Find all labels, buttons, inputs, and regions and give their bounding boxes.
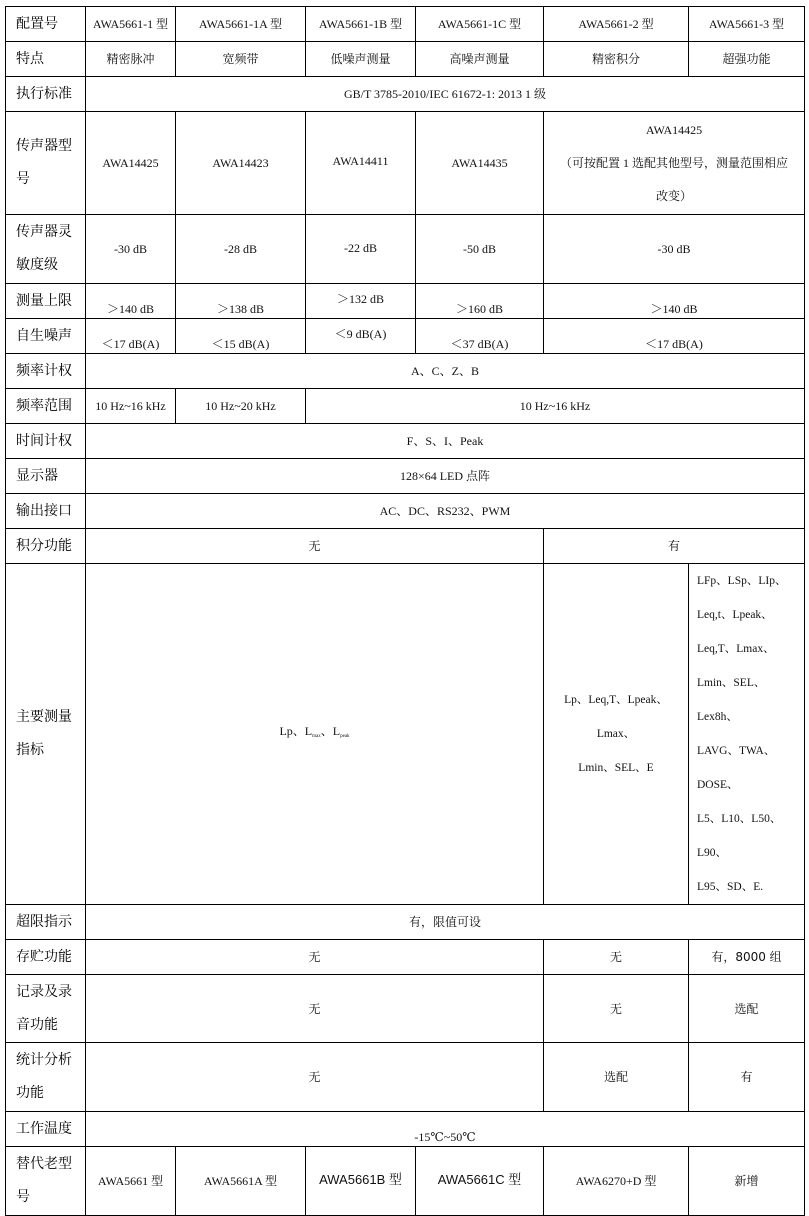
overlimit-value: 有，限值可设 [86, 905, 805, 940]
mic-model-1: AWA14425 [86, 112, 176, 215]
time-weighting-label: 时间计权 [6, 424, 86, 459]
recording-full: 选配 [689, 975, 805, 1043]
freq-weighting-value: A、C、Z、B [86, 354, 805, 389]
replacement-1a: AWA5661A 型 [176, 1147, 306, 1216]
freq-range-label: 频率范围 [6, 389, 86, 424]
model-1: AWA5661-1 型 [86, 7, 176, 42]
row-freq-weighting [6, 354, 805, 389]
config-label: 配置号 [6, 7, 86, 42]
sensitivity-1c: -50 dB [416, 215, 544, 284]
model-1a: AWA5661-1A 型 [176, 7, 306, 42]
replacement-3: 新增 [689, 1147, 805, 1216]
upper-limit-1b: ＞132 dB [306, 284, 416, 319]
self-noise-other: ＜17 dB(A) [544, 319, 805, 354]
row-self-noise [6, 319, 805, 354]
metrics-label: 主要测量 指标 [6, 564, 86, 905]
row-sensitivity [6, 215, 805, 284]
row-recording [6, 975, 805, 1043]
display-value: 128×64 LED 点阵 [86, 459, 805, 494]
mic-model-1c: AWA14435 [416, 112, 544, 215]
row-freq-range [6, 389, 805, 424]
feature-1a: 宽频带 [176, 42, 306, 77]
recording-mid: 无 [544, 975, 689, 1043]
replacement-1c: AWA5661C 型 [416, 1147, 544, 1216]
sensitivity-1b: -22 dB [306, 215, 416, 284]
integration-basic: 无 [86, 529, 544, 564]
model-1c: AWA5661-1C 型 [416, 7, 544, 42]
metrics-mid: Lp、Leq,T、Lpeak、Lmax、 Lmin、SEL、E [544, 564, 689, 905]
model-2: AWA5661-2 型 [544, 7, 689, 42]
storage-label: 存贮功能 [6, 940, 86, 975]
replacement-2: AWA6270+D 型 [544, 1147, 689, 1216]
mic-model-1b: AWA14411 [306, 112, 416, 215]
freq-weighting-label: 频率计权 [6, 354, 86, 389]
sensitivity-1a: -28 dB [176, 215, 306, 284]
self-noise-1a: ＜15 dB(A) [176, 319, 306, 354]
sensitivity-1: -30 dB [86, 215, 176, 284]
storage-basic: 无 [86, 940, 544, 975]
statistics-mid: 选配 [544, 1043, 689, 1112]
upper-limit-1: ＞140 dB [86, 284, 176, 319]
row-time-weighting [6, 424, 805, 459]
replacement-1: AWA5661 型 [86, 1147, 176, 1216]
mic-model-label: 传声器型 号 [6, 112, 86, 215]
self-noise-1b: ＜9 dB(A) [306, 319, 416, 354]
storage-full: 有，8000 组 [689, 940, 805, 975]
temperature-value: -15℃~50℃ [86, 1112, 805, 1147]
mic-model-other: AWA14425 （可按配置 1 选配其他型号，测量范围相应 改变） [544, 112, 805, 215]
overlimit-label: 超限指示 [6, 905, 86, 940]
feature-1c: 高噪声测量 [416, 42, 544, 77]
feature-1b: 低噪声测量 [306, 42, 416, 77]
upper-limit-1a: ＞138 dB [176, 284, 306, 319]
row-feature [6, 42, 805, 77]
freq-range-rest: 10 Hz~16 kHz [306, 389, 805, 424]
feature-2: 精密积分 [544, 42, 689, 77]
upper-limit-other: ＞140 dB [544, 284, 805, 319]
replacement-label: 替代老型 号 [6, 1147, 86, 1216]
output-value: AC、DC、RS232、PWM [86, 494, 805, 529]
spec-table [5, 6, 805, 1216]
row-mic-model [6, 112, 805, 215]
self-noise-1: ＜17 dB(A) [86, 319, 176, 354]
display-label: 显示器 [6, 459, 86, 494]
metrics-basic: Lp、$L_{max}$、$L_{peak}$ [86, 564, 544, 905]
mic-model-1a: AWA14423 [176, 112, 306, 215]
time-weighting-value: F、S、I、Peak [86, 424, 805, 459]
row-config [6, 7, 805, 42]
integration-label: 积分功能 [6, 529, 86, 564]
row-metrics [6, 564, 805, 905]
row-display [6, 459, 805, 494]
statistics-full: 有 [689, 1043, 805, 1112]
feature-3: 超强功能 [689, 42, 805, 77]
row-upper-limit [6, 284, 805, 319]
self-noise-label: 自生噪声 [6, 319, 86, 354]
row-output [6, 494, 805, 529]
row-standard [6, 77, 805, 112]
model-3: AWA5661-3 型 [689, 7, 805, 42]
sensitivity-other: -30 dB [544, 215, 805, 284]
temperature-label: 工作温度 [6, 1112, 86, 1147]
row-overlimit [6, 905, 805, 940]
feature-1: 精密脉冲 [86, 42, 176, 77]
row-statistics [6, 1043, 805, 1112]
statistics-label: 统计分析 功能 [6, 1043, 86, 1112]
feature-label: 特点 [6, 42, 86, 77]
recording-basic: 无 [86, 975, 544, 1043]
self-noise-1c: ＜37 dB(A) [416, 319, 544, 354]
model-1b: AWA5661-1B 型 [306, 7, 416, 42]
row-storage [6, 940, 805, 975]
row-integration [6, 529, 805, 564]
standard-value: GB/T 3785-2010/IEC 61672-1: 2013 1 级 [86, 77, 805, 112]
statistics-basic: 无 [86, 1043, 544, 1112]
recording-label: 记录及录 音功能 [6, 975, 86, 1043]
freq-range-1: 10 Hz~16 kHz [86, 389, 176, 424]
replacement-1b: AWA5661B 型 [306, 1147, 416, 1216]
storage-mid: 无 [544, 940, 689, 975]
output-label: 输出接口 [6, 494, 86, 529]
upper-limit-label: 测量上限 [6, 284, 86, 319]
row-temperature [6, 1112, 805, 1147]
freq-range-1a: 10 Hz~20 kHz [176, 389, 306, 424]
standard-label: 执行标准 [6, 77, 86, 112]
integration-advanced: 有 [544, 529, 805, 564]
sensitivity-label: 传声器灵 敏度级 [6, 215, 86, 284]
row-replacement [6, 1147, 805, 1216]
upper-limit-1c: ＞160 dB [416, 284, 544, 319]
metrics-full: LFp、LSp、LIp、 Leq,t、Lpeak、 Leq,T、Lmax、 Lmin、SEL、Lex8h、 LAVG、TWA、DOSE、 L5、L10、L50、L90、 L95、SD、E. [689, 564, 805, 905]
